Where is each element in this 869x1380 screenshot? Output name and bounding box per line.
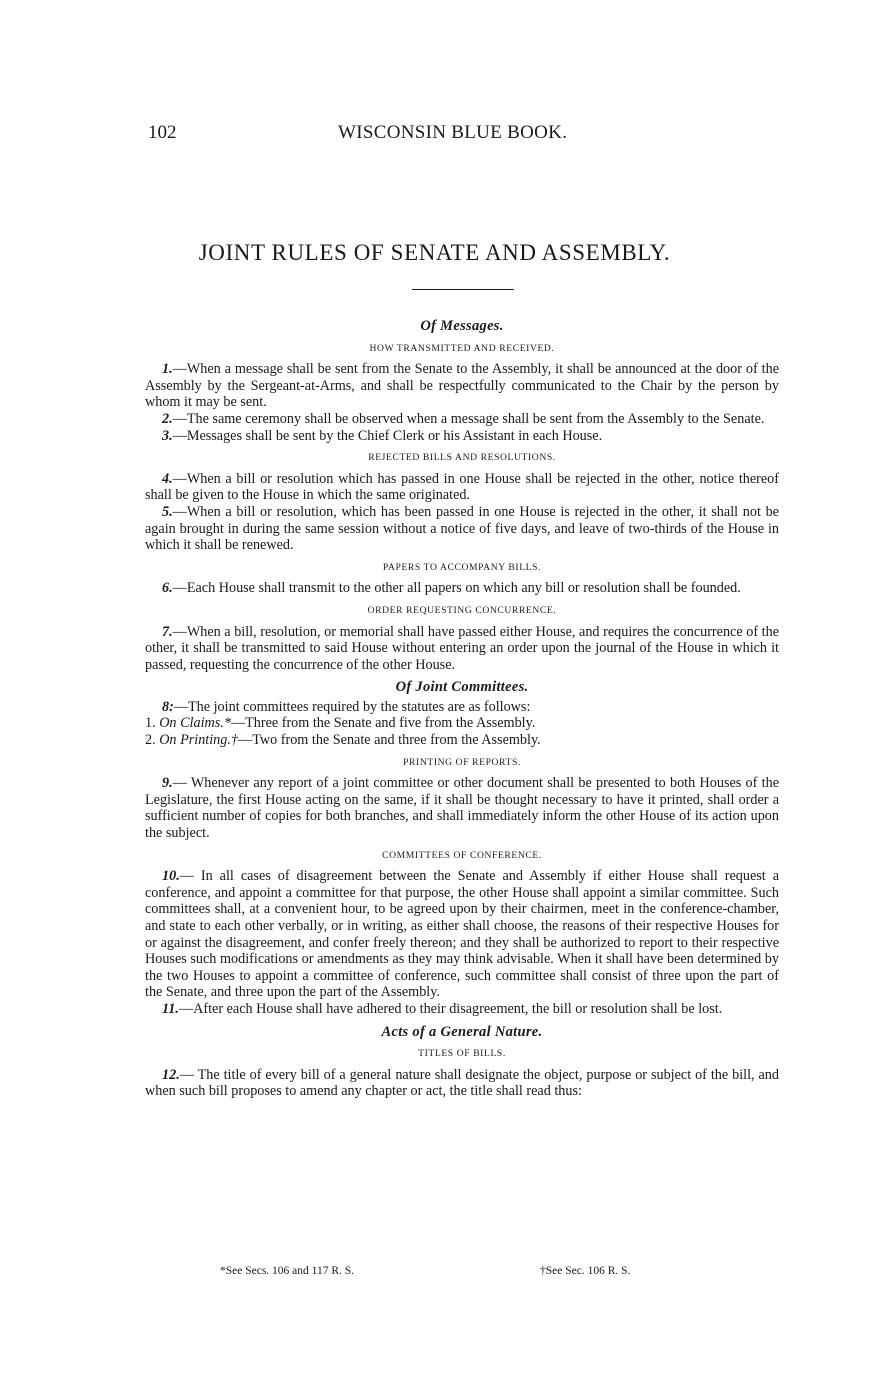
rule-text: —The same ceremony shall be observed when a message shall be sent from the Assembly to the Senate. <box>172 410 765 427</box>
rule-text: —Each House shall transmit to the other all papers on which any bill or resolution shall be founded. <box>172 580 741 597</box>
section-title-committees: Of Joint Committees. <box>395 679 529 696</box>
document-body <box>145 312 779 1100</box>
rule-number: 1. <box>162 361 173 378</box>
subheading-printing: PRINTING OF REPORTS. <box>403 756 521 768</box>
title-divider <box>412 289 514 290</box>
list-name: On Printing.† <box>159 732 239 749</box>
list-name: On Claims.* <box>159 715 231 732</box>
list-number: 2. <box>145 732 156 749</box>
rule-text: —The joint committees required by the statutes are as follows: <box>173 698 531 715</box>
rule-text: —After each House shall have adhered to their disagreement, the bill or resolution shall be lost. <box>178 1000 723 1017</box>
page-number: 102 <box>148 122 177 143</box>
rule-11 <box>145 1001 779 1018</box>
footnote-claims: *See Secs. 106 and 117 R. S. <box>220 1265 355 1277</box>
rule-6 <box>145 580 779 597</box>
rule-2 <box>145 411 779 428</box>
rule-number: 4. <box>162 470 173 487</box>
rule-text: — In all cases of disagreement between the Senate and Assembly if either House shall request a conference, and appoint a committee for that purpose, the other House shall appoint a similar committee. Such committees shall, at a convenient hour, to be agreed upon by their chairmen, meet in the conference-chamber, and state to each other verbally, or in writing, as either shall choose, the reasons of their respective Houses for or against the disagreement, and confer freely thereon; and they shall be authorized to report to their respective Houses such modifications or amendments as they may think advisable. When it shall have been determined by the two Houses to appoint a committee of conference, such committee shall consist of three upon the part of the Senate, and three upon the part of the Assembly. <box>145 868 779 1001</box>
rule-5 <box>145 504 779 554</box>
rule-number: 6. <box>162 580 173 597</box>
subheading-transmitted: HOW TRANSMITTED AND RECEIVED. <box>369 342 555 354</box>
subheading-concurrence: ORDER REQUESTING CONCURRENCE. <box>367 604 557 616</box>
rule-9 <box>145 775 779 841</box>
subheading-papers: PAPERS TO ACCOMPANY BILLS. <box>382 561 542 573</box>
rule-text: —When a message shall be sent from the Senate to the Assembly, it shall be announced at the door of the Assembly by the Sergeant-at-Arms, and shall be respectfully communicated to the Chair by the person by whom it may be sent. <box>145 361 779 411</box>
list-text: —Two from the Senate and three from the Assembly. <box>238 732 541 749</box>
list-number: 1. <box>145 715 156 732</box>
rule-number: 12. <box>162 1066 180 1083</box>
rule-number: 7. <box>162 623 173 640</box>
running-head <box>148 122 788 146</box>
subheading-titles: TITLES OF BILLS. <box>418 1048 506 1060</box>
list-text: —Three from the Senate and five from the Assembly. <box>230 715 536 732</box>
rule-7 <box>145 624 779 674</box>
rule-3 <box>145 428 779 445</box>
rule-number: 5. <box>162 503 173 520</box>
subheading-rejected: REJECTED BILLS AND RESOLUTIONS. <box>368 452 556 464</box>
rule-8 <box>145 699 779 716</box>
rule-text: — Whenever any report of a joint committee or other document shall be presented to both Houses of the Legislature, the first House acting on the same, if it shall be thought necessary to have it printed, shall order a sufficient number of copies for both branches, and shall immediately inform the other House of its action upon the subject. <box>145 775 779 842</box>
list-item <box>145 715 779 732</box>
list-item <box>145 732 779 749</box>
rule-1 <box>145 361 779 411</box>
rule-12 <box>145 1067 779 1100</box>
subheading-conference: COMMITTEES OF CONFERENCE. <box>382 849 542 861</box>
rule-text: — The title of every bill of a general nature shall designate the object, purpose or subject of the bill, and when such bill proposes to amend any chapter or act, the title shall read thus: <box>145 1066 779 1100</box>
rule-number: 3. <box>162 427 173 444</box>
rule-text: —When a bill, resolution, or memorial shall have passed either House, and requires the concurrence of the other, it shall be transmitted to said House without entering an order upon the journal of the House in which it passed, requesting the concurrence of the other House. <box>145 623 779 673</box>
rule-number: 11. <box>162 1000 179 1017</box>
rule-number: 10. <box>162 868 180 885</box>
footnote-printing: †See Sec. 106 R. S. <box>540 1265 631 1277</box>
rule-number: 8: <box>162 698 174 715</box>
rule-10 <box>145 868 779 1001</box>
rule-number: 9. <box>162 775 173 792</box>
rule-text: —When a bill or resolution, which has been passed in one House is rejected in the other, it shall not be again brought in during the same session without a notice of five days, and leave of two-thirds of the House in which it shall be renewed. <box>145 503 779 554</box>
book-title: WISCONSIN BLUE BOOK. <box>338 122 568 143</box>
rule-4 <box>145 471 779 504</box>
section-title-messages: Of Messages. <box>420 318 504 334</box>
rule-number: 2. <box>162 410 173 427</box>
section-title-general: Acts of a General Nature. <box>381 1023 543 1040</box>
rule-text: —Messages shall be sent by the Chief Clerk or his Assistant in each House. <box>172 427 603 444</box>
page-title: JOINT RULES OF SENATE AND ASSEMBLY. <box>198 240 671 265</box>
rule-text: —When a bill or resolution which has passed in one House shall be rejected in the other, notice thereof shall be given to the House in which the same originated. <box>145 470 779 504</box>
footnotes <box>0 1265 869 1285</box>
